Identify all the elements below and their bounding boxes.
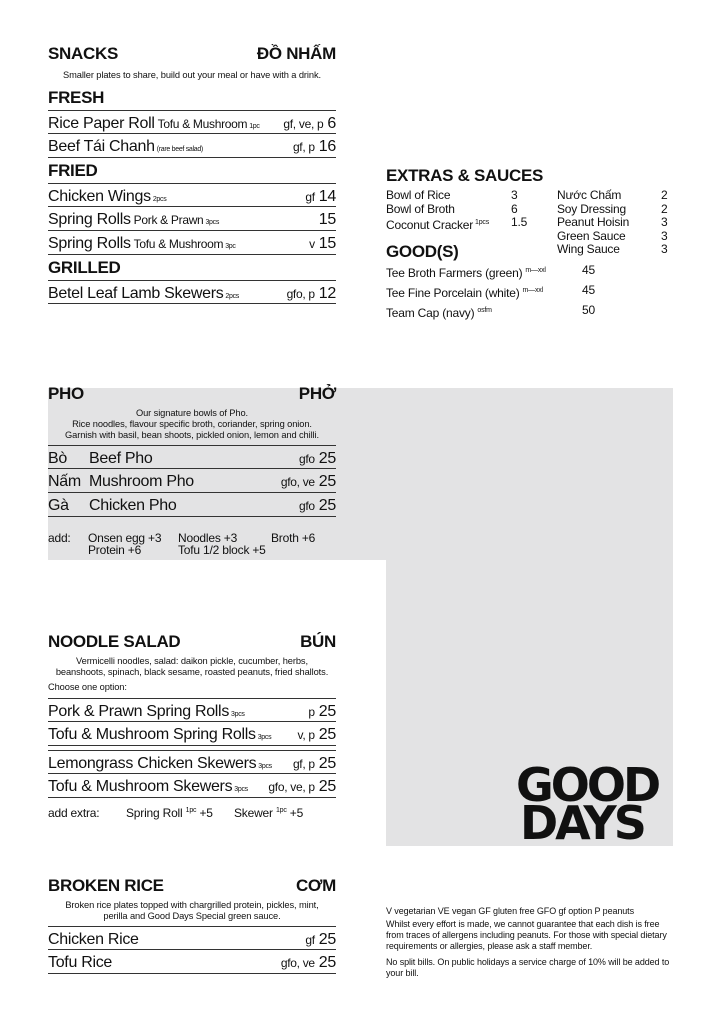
sauce-price: 3 [661,242,668,257]
extra-portion: 1pcs [475,219,490,227]
allergy-note: Whilst every effort is made, we cannot guarantee that each dish is free from traces of allergens including peanuts. For those with special dietary requirements or allergies, please ask a staff member. [386,919,667,951]
noodle-header [48,632,336,652]
item-name-group [48,231,236,260]
pho-add-label: add: [48,531,71,545]
item-dietary-tags: gf [305,190,315,204]
item-price: 15 [318,235,336,252]
pho-desc-line-2: Rice noodles, flavour specific broth, coriander, spring onion. [72,419,312,429]
noodle-add-skewer: Skewer $^{1pc}$ +5 [234,806,304,820]
extra-name [386,189,511,203]
snacks-header [48,44,336,64]
item-dietary-tags: gf, p [292,757,315,771]
menu-row [48,207,336,231]
fresh-subtitle: FRESH [48,88,105,107]
item-price: 12 [318,285,336,302]
grilled-subtitle: GRILLED [48,258,121,277]
goods-price: 50 [582,303,595,317]
goods-name-text: Tee Fine Porcelain (white) [386,286,520,300]
item-price: 25 [318,755,336,772]
menu-row [48,774,336,798]
sauce-name: Peanut Hoisin [557,215,630,230]
extra-item [386,189,557,203]
broken-rice-title: BROKEN RICE [48,876,164,895]
item-price: 15 [318,211,336,228]
goods-item [386,282,606,302]
grilled-list [48,280,336,304]
item-viet-name: Bò [48,450,67,467]
goods-item [386,302,606,322]
item-name-group [48,722,271,751]
broken-rice-header [48,876,336,896]
sauce-name: Wing Sauce [557,242,620,257]
menu-row [48,134,336,158]
extra-price: 6 [511,201,518,216]
sauce-item [557,243,669,257]
good-days-logo [516,758,666,850]
pho-title: PHO [48,384,84,403]
pho-add-noodles: Noodles +3 [178,531,238,545]
noodle-section [48,632,336,820]
broken-rice-list [48,926,336,974]
item-portion: 1pc [249,123,260,130]
goods-name [386,302,582,322]
item-dietary-tags: gf, p [292,140,315,154]
snacks-viet-title: ĐỒ NHẤM [256,44,336,63]
item-price-group [298,722,336,748]
item-price: 25 [318,703,336,720]
pho-desc-line-1: Our signature bowls of Pho. [135,408,249,418]
item-price: 14 [318,188,336,205]
pho-add-onsen-egg: Onsen egg +3 [88,531,162,545]
extras-column-2 [557,189,669,257]
extra-item [386,216,557,233]
item-price-group [299,493,336,519]
broken-desc-line-2: perilla and Good Days Special green sauce. [103,911,281,921]
noodle-viet-title: BÚN [300,632,336,651]
item-name: Mushroom Pho [89,473,194,490]
menu-row [48,280,336,304]
pho-add-tofu: Tofu 1/2 block +5 [178,543,266,557]
goods-name-text: Tee Broth Farmers (green) [386,266,523,280]
pho-list [48,445,336,517]
menu-row [48,926,336,950]
item-portion: 2pcs [225,293,240,300]
pho-section [48,384,336,559]
broken-desc-line-1: Broken rice plates topped with chargrilled protein, pickles, mint, [65,900,319,910]
fresh-list [48,110,336,158]
item-price-group [268,774,336,800]
item-name: Pork & Prawn Spring Rolls [48,703,230,720]
menu-row [48,698,336,722]
snacks-description: Smaller plates to share, build out your meal or have with a drink. [63,70,321,80]
fried-subtitle: FRIED [48,161,98,180]
noodle-desc-line-2: beanshoots, spinach, black sesame, roasted peanuts, fried shallots. [55,667,329,677]
item-portion: 2pcs [152,196,167,203]
sauce-name: Green Sauce [557,228,626,243]
menu-row [48,493,336,517]
sauce-item [557,216,669,230]
item-name: Chicken Pho [89,497,177,514]
menu-row [48,110,336,134]
item-dietary-tags: gfo, ve, p [268,780,315,794]
broken-rice-viet-title: CƠM [295,876,336,895]
snacks-title: SNACKS [48,44,118,63]
noodle-title: NOODLE SALAD [48,632,181,651]
item-price-group [281,469,336,495]
item-name-group [48,950,112,976]
item-note: Pork & Prawn [133,213,204,227]
item-portion: 3pcs [231,711,245,718]
pho-addons [48,531,336,559]
item-dietary-tags: gfo [299,452,315,466]
extra-price: 1.5 [511,215,528,230]
bills-note: No split bills. On public holidays a service charge of 10% will be added to your bill. [386,957,670,978]
extras-section [386,166,676,320]
item-portion: 3pcs [257,734,272,741]
goods-price: 45 [582,283,595,297]
item-price: 25 [318,726,336,743]
item-price: 25 [318,954,336,971]
sauce-price: 3 [661,215,668,230]
item-dietary-tags: v [309,237,315,251]
item-dietary-tags: p [308,705,315,719]
item-name: Spring Rolls [48,211,131,228]
goods-name-text: Team Cap (navy) [386,306,475,320]
broken-rice-description [48,900,336,922]
noodle-add-label: add extra: [48,806,100,820]
item-portion: 3pcs [234,786,248,793]
item-name-group [48,493,176,519]
goods-item [386,262,606,282]
item-dietary-tags: gfo, ve [280,956,315,970]
item-portion: 3pcs [258,763,272,770]
pho-description [48,408,336,441]
noodle-description [48,656,336,678]
noodle-choose-label: Choose one option: [48,682,127,692]
item-name: Lemongrass Chicken Skewers [48,755,257,772]
item-name: Betel Leaf Lamb Skewers [48,285,224,302]
sauce-price: 2 [661,188,668,202]
pho-viet-title: PHỞ [298,384,336,403]
item-name: Rice Paper Roll [48,115,155,132]
extra-name-text: Bowl of Rice [386,188,451,202]
item-dietary-tags: gfo [299,499,315,513]
dietary-legend: V vegetarian VE vegan GF gluten free GFO gf option P peanuts [386,906,634,916]
pho-add-protein: Protein +6 [88,543,142,557]
item-name-group [48,134,203,163]
item-price: 25 [318,931,336,948]
item-dietary-tags: gfo, ve [280,475,315,489]
menu-row [48,231,336,255]
pho-add-broth: Broth +6 [271,531,316,545]
noodle-desc-line-1: Vermicelli noodles, salad: daikon pickle, cucumber, herbs, [76,656,308,666]
item-name: Beef Pho [89,450,153,467]
item-note: Tofu & Mushroom [133,237,224,251]
item-price: 25 [318,450,336,467]
item-note: Tofu & Mushroom [157,117,248,131]
goods-title: GOOD(S) [386,242,459,261]
item-dietary-tags: gfo, p [286,287,315,301]
broken-rice-section [48,876,336,974]
menu-row [48,722,336,746]
extra-name [386,203,511,217]
item-price: 6 [327,115,336,132]
goods-name [386,262,582,282]
item-portion: 3pcs [205,219,220,226]
item-name: Tofu & Mushroom Spring Rolls [48,726,256,743]
extra-price: 3 [511,188,518,202]
goods-size: osfm [477,307,492,314]
pho-desc-line-3: Garnish with basil, bean shoots, pickled onion, lemon and chilli. [65,430,319,440]
item-dietary-tags: gf [305,933,315,947]
extra-name [386,216,511,233]
goods-price: 45 [582,263,595,277]
legal-notes [386,906,676,979]
extra-name-text: Bowl of Broth [386,201,455,216]
sauce-price: 2 [661,201,668,216]
item-price-group [281,950,336,976]
item-name: Beef Tái Chanh [48,138,155,155]
item-name-group [48,774,248,803]
item-dietary-tags: gf, ve, p [283,117,324,131]
item-name: Tofu & Mushroom Skewers [48,778,233,795]
item-portion: 3pc [225,243,236,250]
item-name-group [48,281,239,310]
item-name: Tofu Rice [48,954,112,971]
sauce-name: Soy Dressing [557,201,626,216]
goods-name [386,282,582,302]
noodle-addons [48,806,336,820]
extras-title: EXTRAS & SAUCES [386,166,544,185]
menu-row [48,183,336,207]
item-price: 25 [318,778,336,795]
item-name: Chicken Rice [48,931,139,948]
sauce-item [557,203,669,217]
item-viet-name: Gà [48,497,69,514]
sauce-item [557,189,669,203]
item-name: Chicken Wings [48,188,151,205]
sauce-item [557,230,669,244]
item-name-group [48,469,194,495]
item-price: 25 [318,497,336,514]
snacks-section [48,44,336,304]
goods-list [386,262,606,322]
extra-item [386,203,557,217]
sauce-name: Nước Chấm [557,188,622,202]
item-portion: (rare beef salad) [156,146,203,153]
item-price-group [287,281,336,307]
menu-row [48,950,336,974]
item-price: 16 [318,138,336,155]
menu-row [48,445,336,469]
item-name: Spring Rolls [48,235,131,252]
item-price-group [309,231,336,257]
item-price-group [319,207,336,233]
logo-line-1: GOOD [516,758,659,812]
extra-name-text: Coconut Cracker [386,218,474,233]
noodle-list [48,698,336,798]
item-dietary-tags: v, p [297,728,315,742]
pho-header [48,384,336,404]
menu-row [48,469,336,493]
noodle-add-spring-roll: Spring Roll $^{1pc}$ +5 [126,806,213,820]
logo-line-2: DAYS [520,796,644,850]
sauce-price: 3 [661,228,668,243]
menu-row [48,750,336,774]
item-viet-name: Nấm [48,473,81,490]
goods-size: m—xxl [525,267,546,274]
item-price: 25 [318,473,336,490]
item-price-group [293,134,336,160]
fried-list [48,183,336,255]
goods-size: m—xxl [522,287,543,294]
